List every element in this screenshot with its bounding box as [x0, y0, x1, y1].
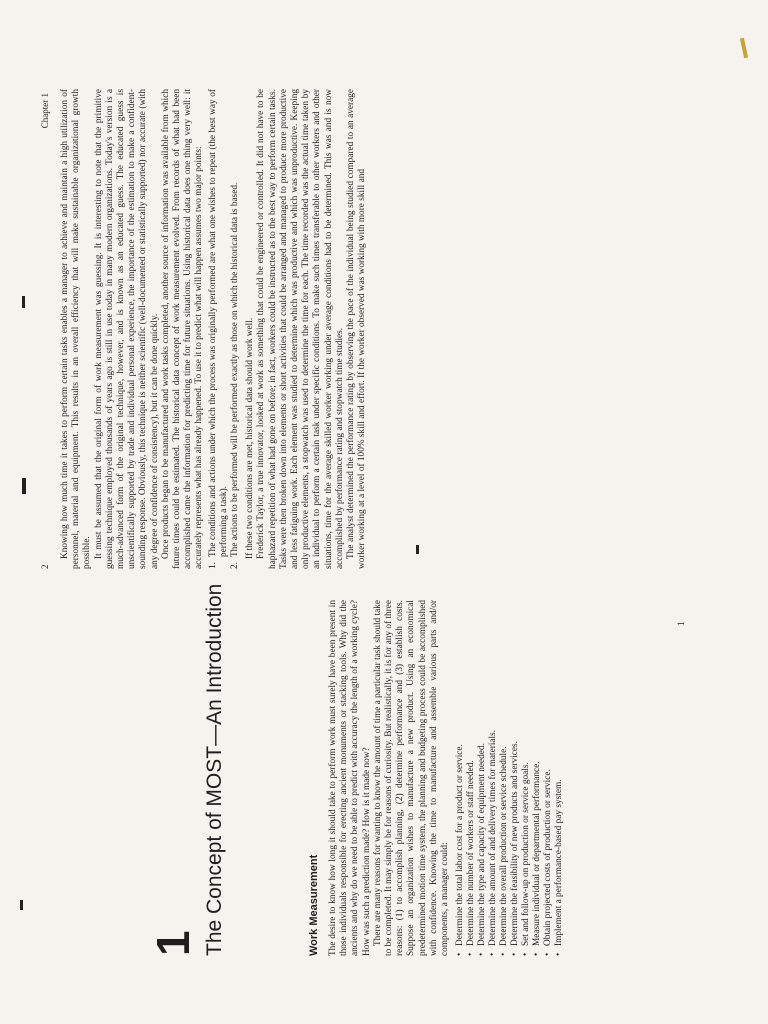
chapter-number: 1 — [147, 930, 199, 956]
paragraph: Once products began to be manufactured and work tasks completed, another source of information was available from which future times could be estimated. The historical data concept of work measurement evolved. From records of what had been accomplished came the information for predicting time for future situations. Using historical data does one thing very well: it accurately represents what has already happened. To use it to predict what will happen assumes two major points: — [160, 89, 205, 569]
paragraph: The analyst determined the performance rating by observing the pace of the individual being studied compared to an average worker working at a level of 100% skill and effort. If the worker observed was working with more skill and — [346, 89, 368, 569]
numbered-list — [208, 89, 242, 569]
right-page-body — [60, 89, 368, 569]
list-item: • Determine the feasibility of new products and services. — [510, 600, 521, 956]
list-item: • Determine the total labor cost for a product or service. — [455, 600, 466, 956]
list-item: • Determine the overall production or service schedule. — [499, 600, 510, 956]
paragraph: It must be assumed that the original form of work measurement was guessing. It is interesting to note that the primitive guessing technique employed thousands of years ago is still in use today in many modern organizations. Today's version is a much-advanced form of the original technique, however, and is known as an educated guess. The educated guess is unscientifically supported by trade and individual personal experience, the importance of the estimation to make a confident-sounding response. Obviously, this technique is neither scientific (well-documented or statistically supported) nor accurate (with any degree of confidence of consistency), but it can be done quickly. — [93, 89, 160, 569]
bullet-list — [455, 600, 565, 956]
list-item: • Determine the type and capacity of equipment needed. — [477, 600, 488, 956]
list-item: 1. The conditions and actions under which the process was originally performed are what one wishes to repeat (the best way of performing a task). — [207, 89, 229, 569]
list-item: • Set and follow-up on production or service goals. — [521, 600, 532, 956]
paragraph: If these two conditions are met, historical data should work well. — [245, 317, 256, 559]
paragraph: Knowing how much time it takes to perform certain tasks enables a manager to achieve and maintain a high utilization of personnel, material and equipment. This results in an overall efficiency that will make sustainable organizational growth possible. — [60, 89, 93, 569]
list-item: • Implement a performance-based pay system. — [554, 600, 565, 956]
paragraph: The desire to know how long it should take to perform work must surely have been present in those individuals responsible for erecting ancient monuments or stacking tools. Why did the ancients and why do we need to be able to predict with accuracy the length of a working cycle? How was such a prediction made? How is it made now? — [328, 600, 372, 956]
chapter-title: The Concept of MOST—An Introduction — [203, 583, 226, 956]
running-head: Chapter 1 — [40, 93, 50, 129]
list-item: • Measure individual or departmental performance. — [532, 600, 543, 956]
list-item: • Determine the number of workers or staff needed. — [466, 600, 477, 956]
page-number: 2 — [40, 564, 50, 569]
section-heading: Work Measurement — [308, 854, 320, 956]
page-number: 1 — [676, 621, 686, 626]
left-page-body — [328, 600, 565, 956]
list-item: 2. The actions to be performed will be performed exactly as those on which the historical data is based. — [230, 182, 241, 569]
list-item: • Determine the amount of and delivery times for materials. — [488, 600, 499, 956]
paragraph: Frederick Taylor, a true innovator, looked at work as something that could be engineered or controlled. It did not have to be haphazard repetition of what had gone on before; in fact, workers could be instructed as to the best way to perform certain tasks. Tasks were then broken down into elements or short activities that could be arranged and managed to produce more productive and less fatiguing work. Each element was studied to determine which was productive and which was unproductive. Keeping only productive elements, a stopwatch was used to determine the time for each. The time recorded was the actual time taken by an individual to perform a certain task under specific conditions. To make such times transferable to other workers and other situations, time for the average skilled worker working under average conditions had to be determined. This was and is now accomplished by performance rating and stopwatch time studies. — [256, 89, 345, 569]
list-item: • Obtain projected costs of production or service. — [543, 600, 554, 956]
paragraph: There are many reasons for wanting to know the amount of time a particular task should take to be completed. It may simply be for reasons of curiosity. But realistically, it is for any of three reasons: (1) to accomplish planning, (2) determine performance and (3) establish costs. Suppose an organization wishes to manufacture a new product. Using an economical predetermined motion time system, the planning and budgeting process could be accomplished with confidence. Knowing the time to manufacture and assemble various parts and/or components, a manager could: — [372, 600, 451, 956]
